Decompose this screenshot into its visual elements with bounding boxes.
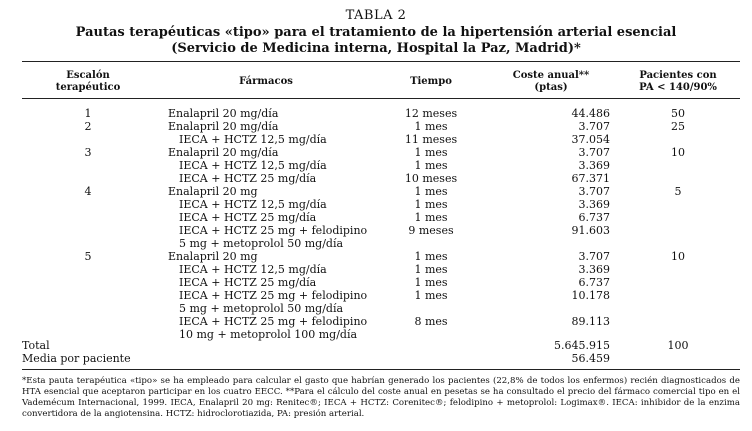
row-pacientes: 10 — [671, 250, 685, 263]
row-coste: 67.371 — [571, 172, 610, 185]
media-label: Media por paciente — [22, 352, 131, 365]
row-farmaco: IECA + HCTZ 12,5 mg/día — [179, 133, 327, 146]
row-escalon: 4 — [84, 185, 92, 198]
row-tiempo: 1 mes — [414, 198, 448, 211]
footnote: *Esta pauta terapéutica «tipo» se ha empleado para calcular el gasto que habrían generado los pacientes (22,8% de todos los enfermos) recién diagnosticados de HTA esencial que aceptaron participar en los cuatro EECC. **Para el cálculo del coste anual en pesetas se ha consultado el precio del fármaco comercial tipo en el Vademécum Internacional, 1999. IECA, Enalapril 20 mg: Renitec®; IECA + HCTZ: Corenitec®; felodipino + metoprolol: Logimax®. IECA: inhibidor de la enzima convertidora de la angiotensina. HCTZ: hidroclorotiazida, PA: presión arterial. — [22, 376, 740, 419]
row-farmaco: 5 mg + metoprolol 50 mg/día — [179, 237, 344, 250]
row-farmaco: Enalapril 20 mg/día — [168, 107, 279, 120]
row-escalon: 2 — [84, 120, 92, 133]
total-coste: 5.645.915 — [554, 339, 610, 352]
row-farmaco: IECA + HCTZ 12,5 mg/día — [179, 198, 327, 211]
row-coste: 3.707 — [578, 146, 610, 159]
row-tiempo: 1 mes — [414, 146, 448, 159]
header-coste: Coste anual** (ptas) — [512, 70, 590, 93]
row-tiempo: 1 mes — [414, 159, 448, 172]
row-coste: 6.737 — [578, 211, 610, 224]
row-tiempo: 8 mes — [414, 315, 448, 328]
row-coste: 3.369 — [578, 159, 610, 172]
row-coste: 10.178 — [571, 289, 610, 302]
row-farmaco: IECA + HCTZ 25 mg + felodipino — [179, 289, 368, 302]
row-farmaco: 10 mg + metoprolol 100 mg/día — [179, 328, 358, 341]
row-farmaco: IECA + HCTZ 25 mg/día — [179, 172, 317, 185]
row-pacientes: 50 — [671, 107, 685, 120]
row-farmaco: IECA + HCTZ 25 mg + felodipino — [179, 315, 368, 328]
row-farmaco: Enalapril 20 mg — [168, 185, 258, 198]
row-farmaco: 5 mg + metoprolol 50 mg/día — [179, 302, 344, 315]
header-rule — [22, 98, 740, 99]
row-farmaco: IECA + HCTZ 12,5 mg/día — [179, 159, 327, 172]
row-escalon: 3 — [84, 146, 92, 159]
row-coste: 44.486 — [571, 107, 610, 120]
row-coste: 3.707 — [578, 185, 610, 198]
row-farmaco: IECA + HCTZ 25 mg + felodipino — [179, 224, 368, 237]
row-tiempo: 11 meses — [404, 133, 458, 146]
row-coste: 3.369 — [578, 263, 610, 276]
row-coste: 6.737 — [578, 276, 610, 289]
row-tiempo: 1 mes — [414, 276, 448, 289]
row-coste: 3.707 — [578, 120, 610, 133]
table-title-line2: (Servicio de Medicina interna, Hospital la Paz, Madrid)* — [171, 41, 581, 56]
row-tiempo: 1 mes — [414, 120, 448, 133]
total-label: Total — [22, 339, 50, 352]
row-tiempo: 1 mes — [414, 185, 448, 198]
row-tiempo: 1 mes — [414, 211, 448, 224]
row-coste: 3.707 — [578, 250, 610, 263]
row-tiempo: 12 meses — [404, 107, 458, 120]
row-tiempo: 1 mes — [414, 250, 448, 263]
header-pacientes: Pacientes con PA < 140/90% — [639, 70, 717, 93]
row-tiempo: 1 mes — [414, 263, 448, 276]
row-farmaco: Enalapril 20 mg/día — [168, 146, 279, 159]
row-pacientes: 10 — [671, 146, 685, 159]
row-tiempo: 10 meses — [404, 172, 458, 185]
row-tiempo: 1 mes — [414, 289, 448, 302]
header-farmacos: Fármacos — [239, 76, 293, 87]
row-tiempo: 9 meses — [408, 224, 454, 237]
header-tiempo: Tiempo — [410, 76, 452, 87]
header-escalon: Escalón terapéutico — [55, 70, 121, 93]
row-farmaco: IECA + HCTZ 25 mg/día — [179, 211, 317, 224]
row-farmaco: Enalapril 20 mg — [168, 250, 258, 263]
row-escalon: 1 — [84, 107, 92, 120]
row-pacientes: 5 — [674, 185, 682, 198]
top-rule — [22, 61, 740, 62]
row-escalon: 5 — [84, 250, 92, 263]
row-coste: 89.113 — [571, 315, 610, 328]
row-farmaco: IECA + HCTZ 12,5 mg/día — [179, 263, 327, 276]
total-pacientes: 100 — [667, 339, 689, 352]
bottom-rule — [22, 369, 740, 370]
row-farmaco: IECA + HCTZ 25 mg/día — [179, 276, 317, 289]
row-coste: 37.054 — [571, 133, 610, 146]
row-coste: 91.603 — [571, 224, 610, 237]
row-pacientes: 25 — [671, 120, 685, 133]
table-label: TABLA 2 — [345, 8, 407, 23]
table-title-line1: Pautas terapéuticas «tipo» para el tratamiento de la hipertensión arterial esencial — [75, 25, 677, 40]
row-coste: 3.369 — [578, 198, 610, 211]
row-farmaco: Enalapril 20 mg/día — [168, 120, 279, 133]
media-coste: 56.459 — [571, 352, 610, 365]
